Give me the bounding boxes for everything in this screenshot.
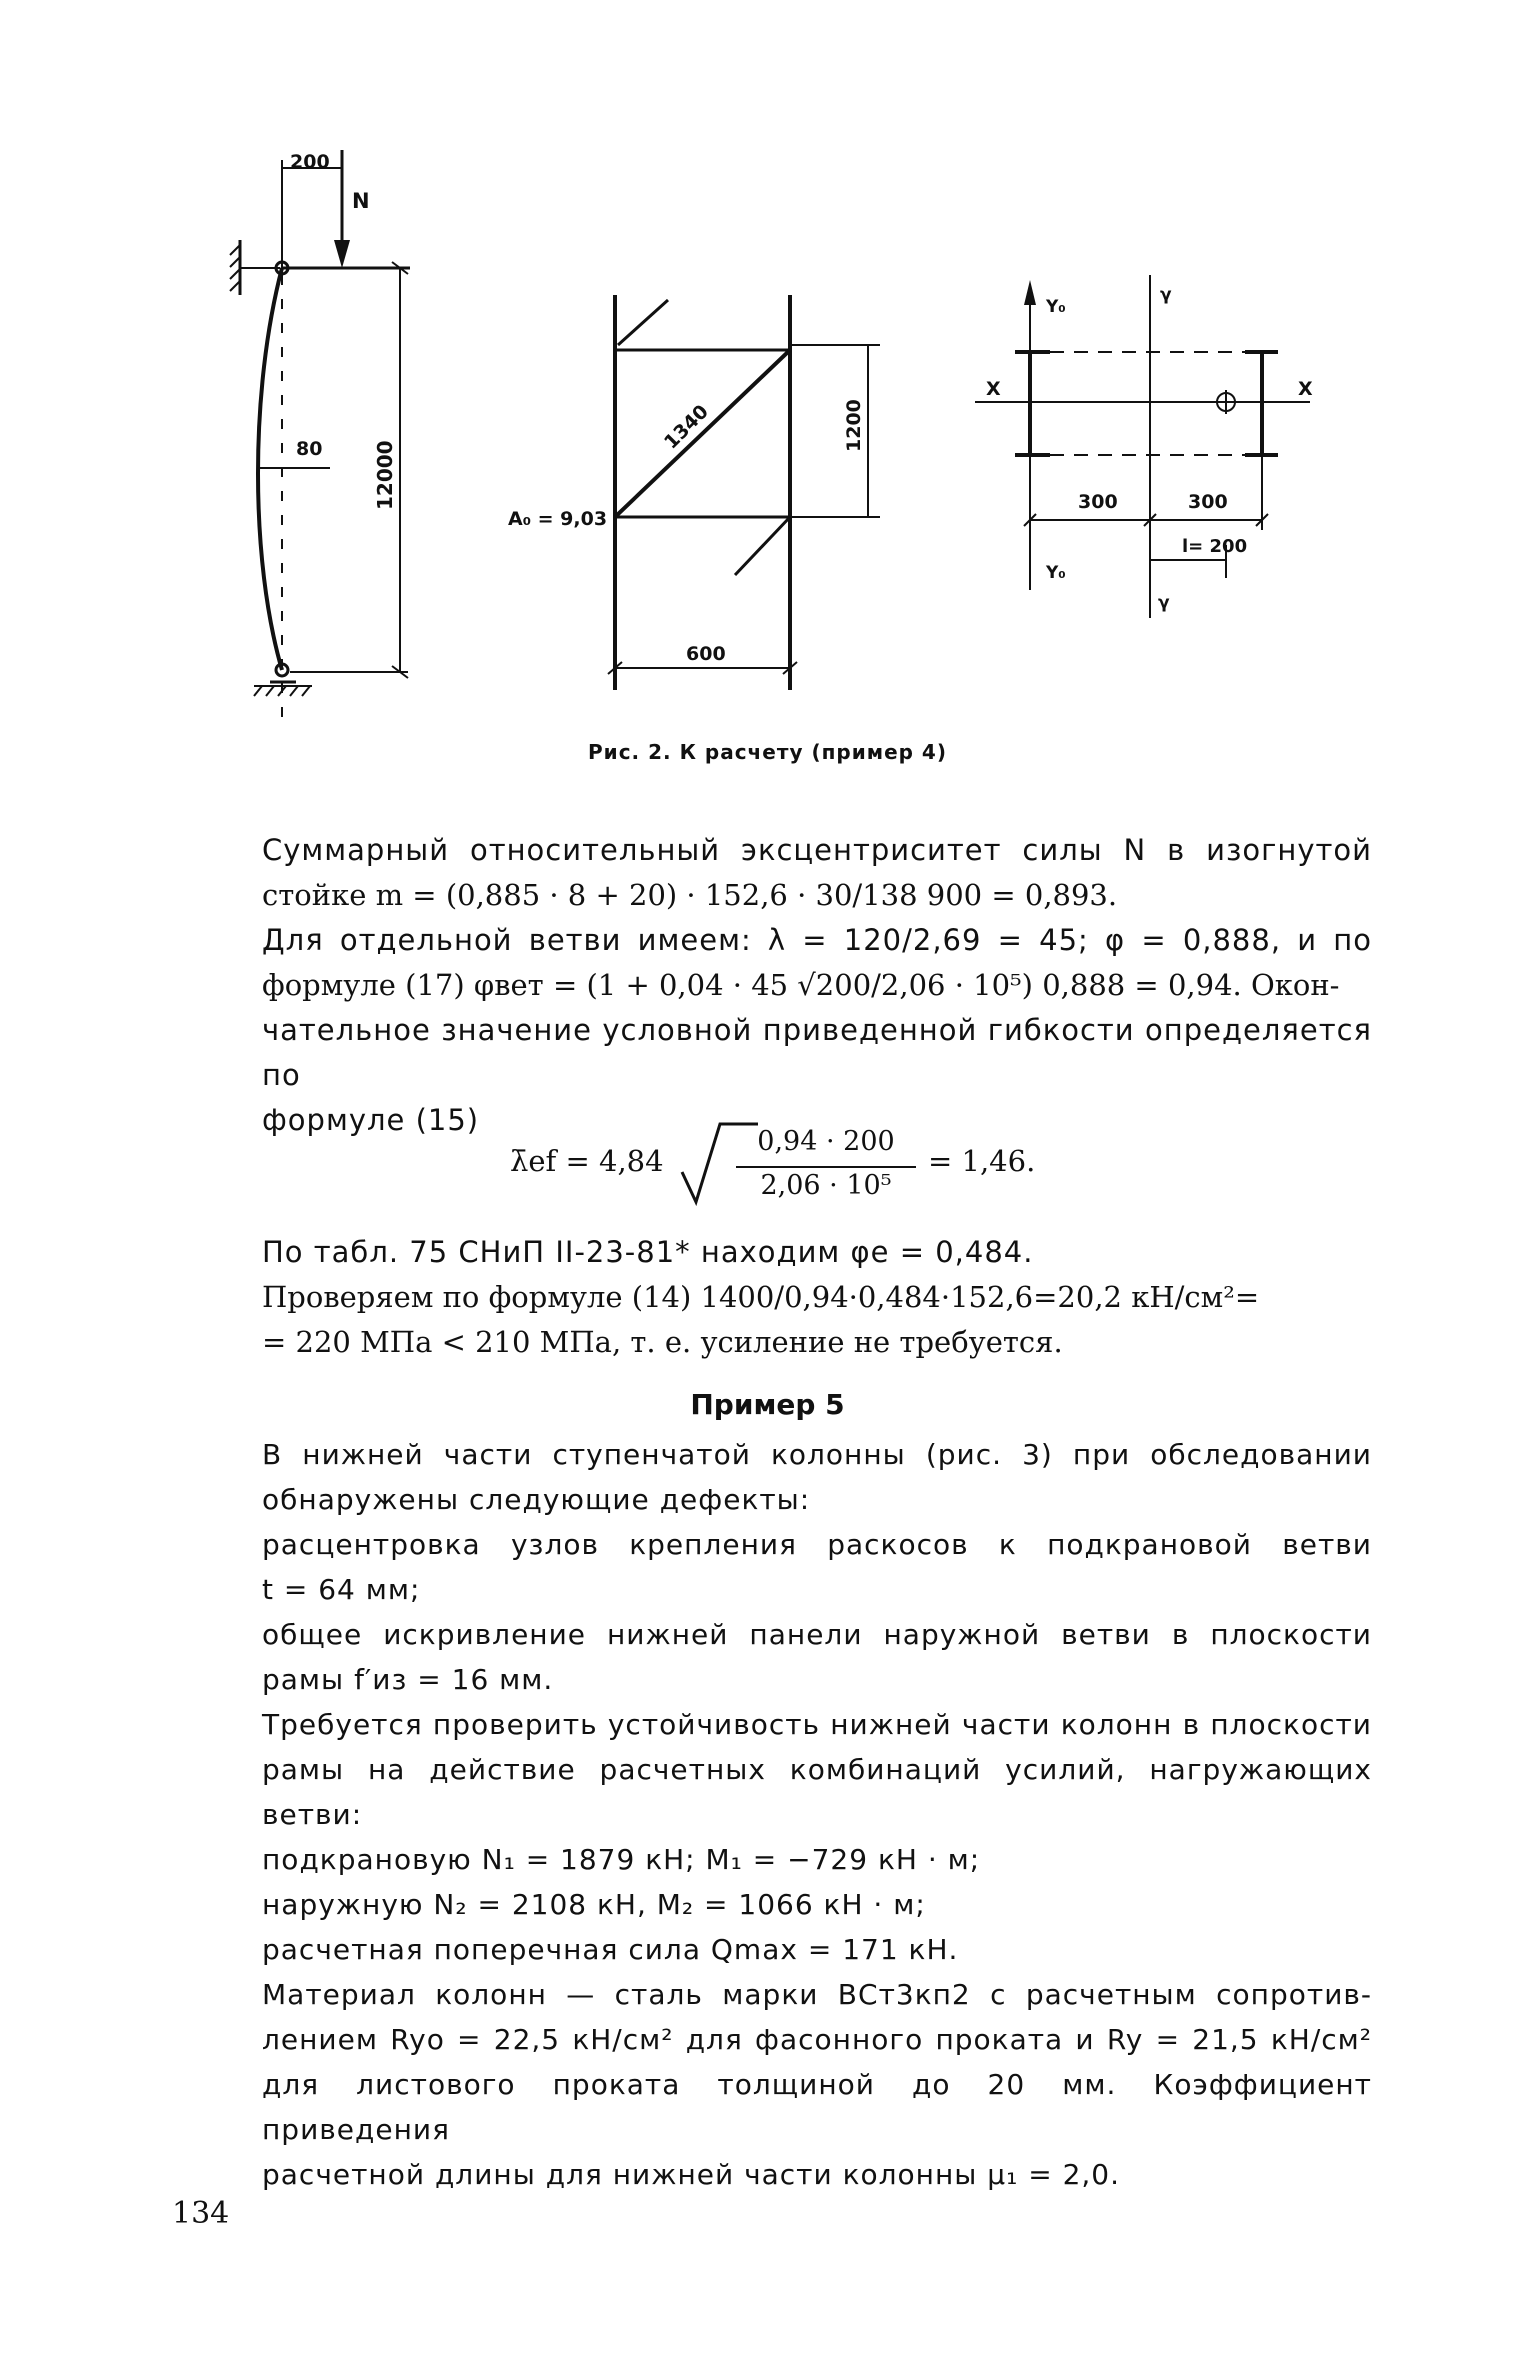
e6-line: наружную N₂ = 2108 кН, M₂ = 1066 кН · м; bbox=[262, 1888, 926, 1921]
e4-line-2: рамы на действие расчетных комбинаций усилий, нагружающих ветви: bbox=[262, 1753, 1372, 1831]
width-label: 600 bbox=[686, 643, 726, 665]
e5-line: подкрановую N₁ = 1879 кН; M₁ = −729 кН · м; bbox=[262, 1843, 981, 1876]
formula-denominator: 2,06 · 10⁵ bbox=[760, 1170, 892, 1201]
example-5-heading: Пример 5 bbox=[690, 1388, 845, 1421]
example-5-text bbox=[262, 1432, 1372, 2197]
e2-line-2: t = 64 мм; bbox=[262, 1573, 421, 1606]
dim-l-label: l= 200 bbox=[1182, 536, 1248, 557]
formula-lhs: λ̄ef = 4,84 bbox=[510, 1144, 664, 1178]
dim-200-label: 200 bbox=[290, 151, 330, 173]
axis-gamma-top-label: γ bbox=[1160, 285, 1172, 305]
force-n-label: N bbox=[352, 189, 370, 213]
dim-12000-label: 12000 bbox=[373, 440, 397, 510]
text-block-2 bbox=[262, 1230, 1372, 1365]
formula-numerator: 0,94 · 200 bbox=[757, 1126, 895, 1157]
axis-y0-bottom-label: Y₀ bbox=[1046, 563, 1066, 583]
e4-line-1: Требуется проверить устойчивость нижней части колонн в плоскости bbox=[262, 1708, 1372, 1741]
panel-height-label: 1200 bbox=[843, 399, 865, 452]
lattice-panel-diagram bbox=[608, 295, 880, 690]
p4-line-1: Проверяем по формуле (14) 1400/0,94·0,484·152,6=20,2 кН/см²= bbox=[262, 1280, 1260, 1314]
axis-x-right-label: X bbox=[1298, 378, 1313, 400]
dim-300-right-label: 300 bbox=[1188, 491, 1228, 513]
dim-80-label: 80 bbox=[296, 438, 323, 460]
text-block-1 bbox=[262, 828, 1372, 1143]
area-label: A₀ = 9,03 bbox=[508, 508, 608, 530]
e3-line-2: рамы f′из = 16 мм. bbox=[262, 1663, 554, 1696]
axis-x-left-label: X bbox=[986, 378, 1001, 400]
p2-line-2: формуле (17) φвет = (1 + 0,04 · 45 √200/2,06 · 10⁵) 0,888 = 0,94. Окон- bbox=[262, 968, 1340, 1002]
dim-300-left-label: 300 bbox=[1078, 491, 1118, 513]
e8-line-3: для листового проката толщиной до 20 мм. Коэффициент приведения bbox=[262, 2068, 1372, 2146]
p2-line-3: чательное значение условной приведенной гибкости определяется по bbox=[262, 1013, 1372, 1092]
page-number: 134 bbox=[172, 2196, 230, 2231]
fraction-bar bbox=[736, 1166, 916, 1168]
e1-line-2: обнаружены следующие дефекты: bbox=[262, 1483, 811, 1516]
p3-line: По табл. 75 СНиП II-23-81* находим φe = 0,484. bbox=[262, 1235, 1034, 1269]
e7-line: расчетная поперечная сила Qmax = 171 кН. bbox=[262, 1933, 959, 1966]
e2-line-1: расцентровка узлов крепления раскосов к подкрановой ветви bbox=[262, 1528, 1372, 1561]
bent-column-diagram bbox=[230, 150, 410, 720]
axis-gamma-bottom-label: γ bbox=[1158, 593, 1170, 613]
p1-line-1: Суммарный относительный эксцентриситет силы N в изогнутой bbox=[262, 833, 1372, 867]
p1-line-2: стойке m = (0,885 · 8 + 20) · 152,6 · 30/138 900 = 0,893. bbox=[262, 878, 1118, 912]
figure-2 bbox=[0, 0, 1535, 760]
e3-line-1: общее искривление нижней панели наружной ветви в плоскости bbox=[262, 1618, 1372, 1651]
figure-caption: Рис. 2. К расчету (пример 4) bbox=[588, 740, 947, 764]
e8-line-1: Материал колонн — сталь марки ВСт3кп2 с расчетным сопротив- bbox=[262, 1978, 1372, 2011]
cross-section-diagram bbox=[975, 275, 1310, 618]
e8-line-4: расчетной длины для нижней части колонны μ₁ = 2,0. bbox=[262, 2158, 1120, 2191]
axis-y0-top-label: Y₀ bbox=[1046, 297, 1066, 317]
e1-line-1: В нижней части ступенчатой колонны (рис. 3) при обследовании bbox=[262, 1438, 1372, 1471]
p4-line-2: = 220 МПа < 210 МПа, т. е. усиление не требуется. bbox=[262, 1325, 1063, 1359]
diagonal-length-label: 1340 bbox=[659, 400, 713, 454]
formula-lambda-ef bbox=[510, 1120, 1110, 1220]
e8-line-2: лением Ryo = 22,5 кН/см² для фасонного проката и Ry = 21,5 кН/см² bbox=[262, 2023, 1372, 2056]
formula-rhs: = 1,46. bbox=[928, 1144, 1036, 1178]
p2-line-1: Для отдельной ветви имеем: λ = 120/2,69 = 45; φ = 0,888, и по bbox=[262, 923, 1372, 957]
p2-line-4: формуле (15) bbox=[262, 1103, 480, 1137]
